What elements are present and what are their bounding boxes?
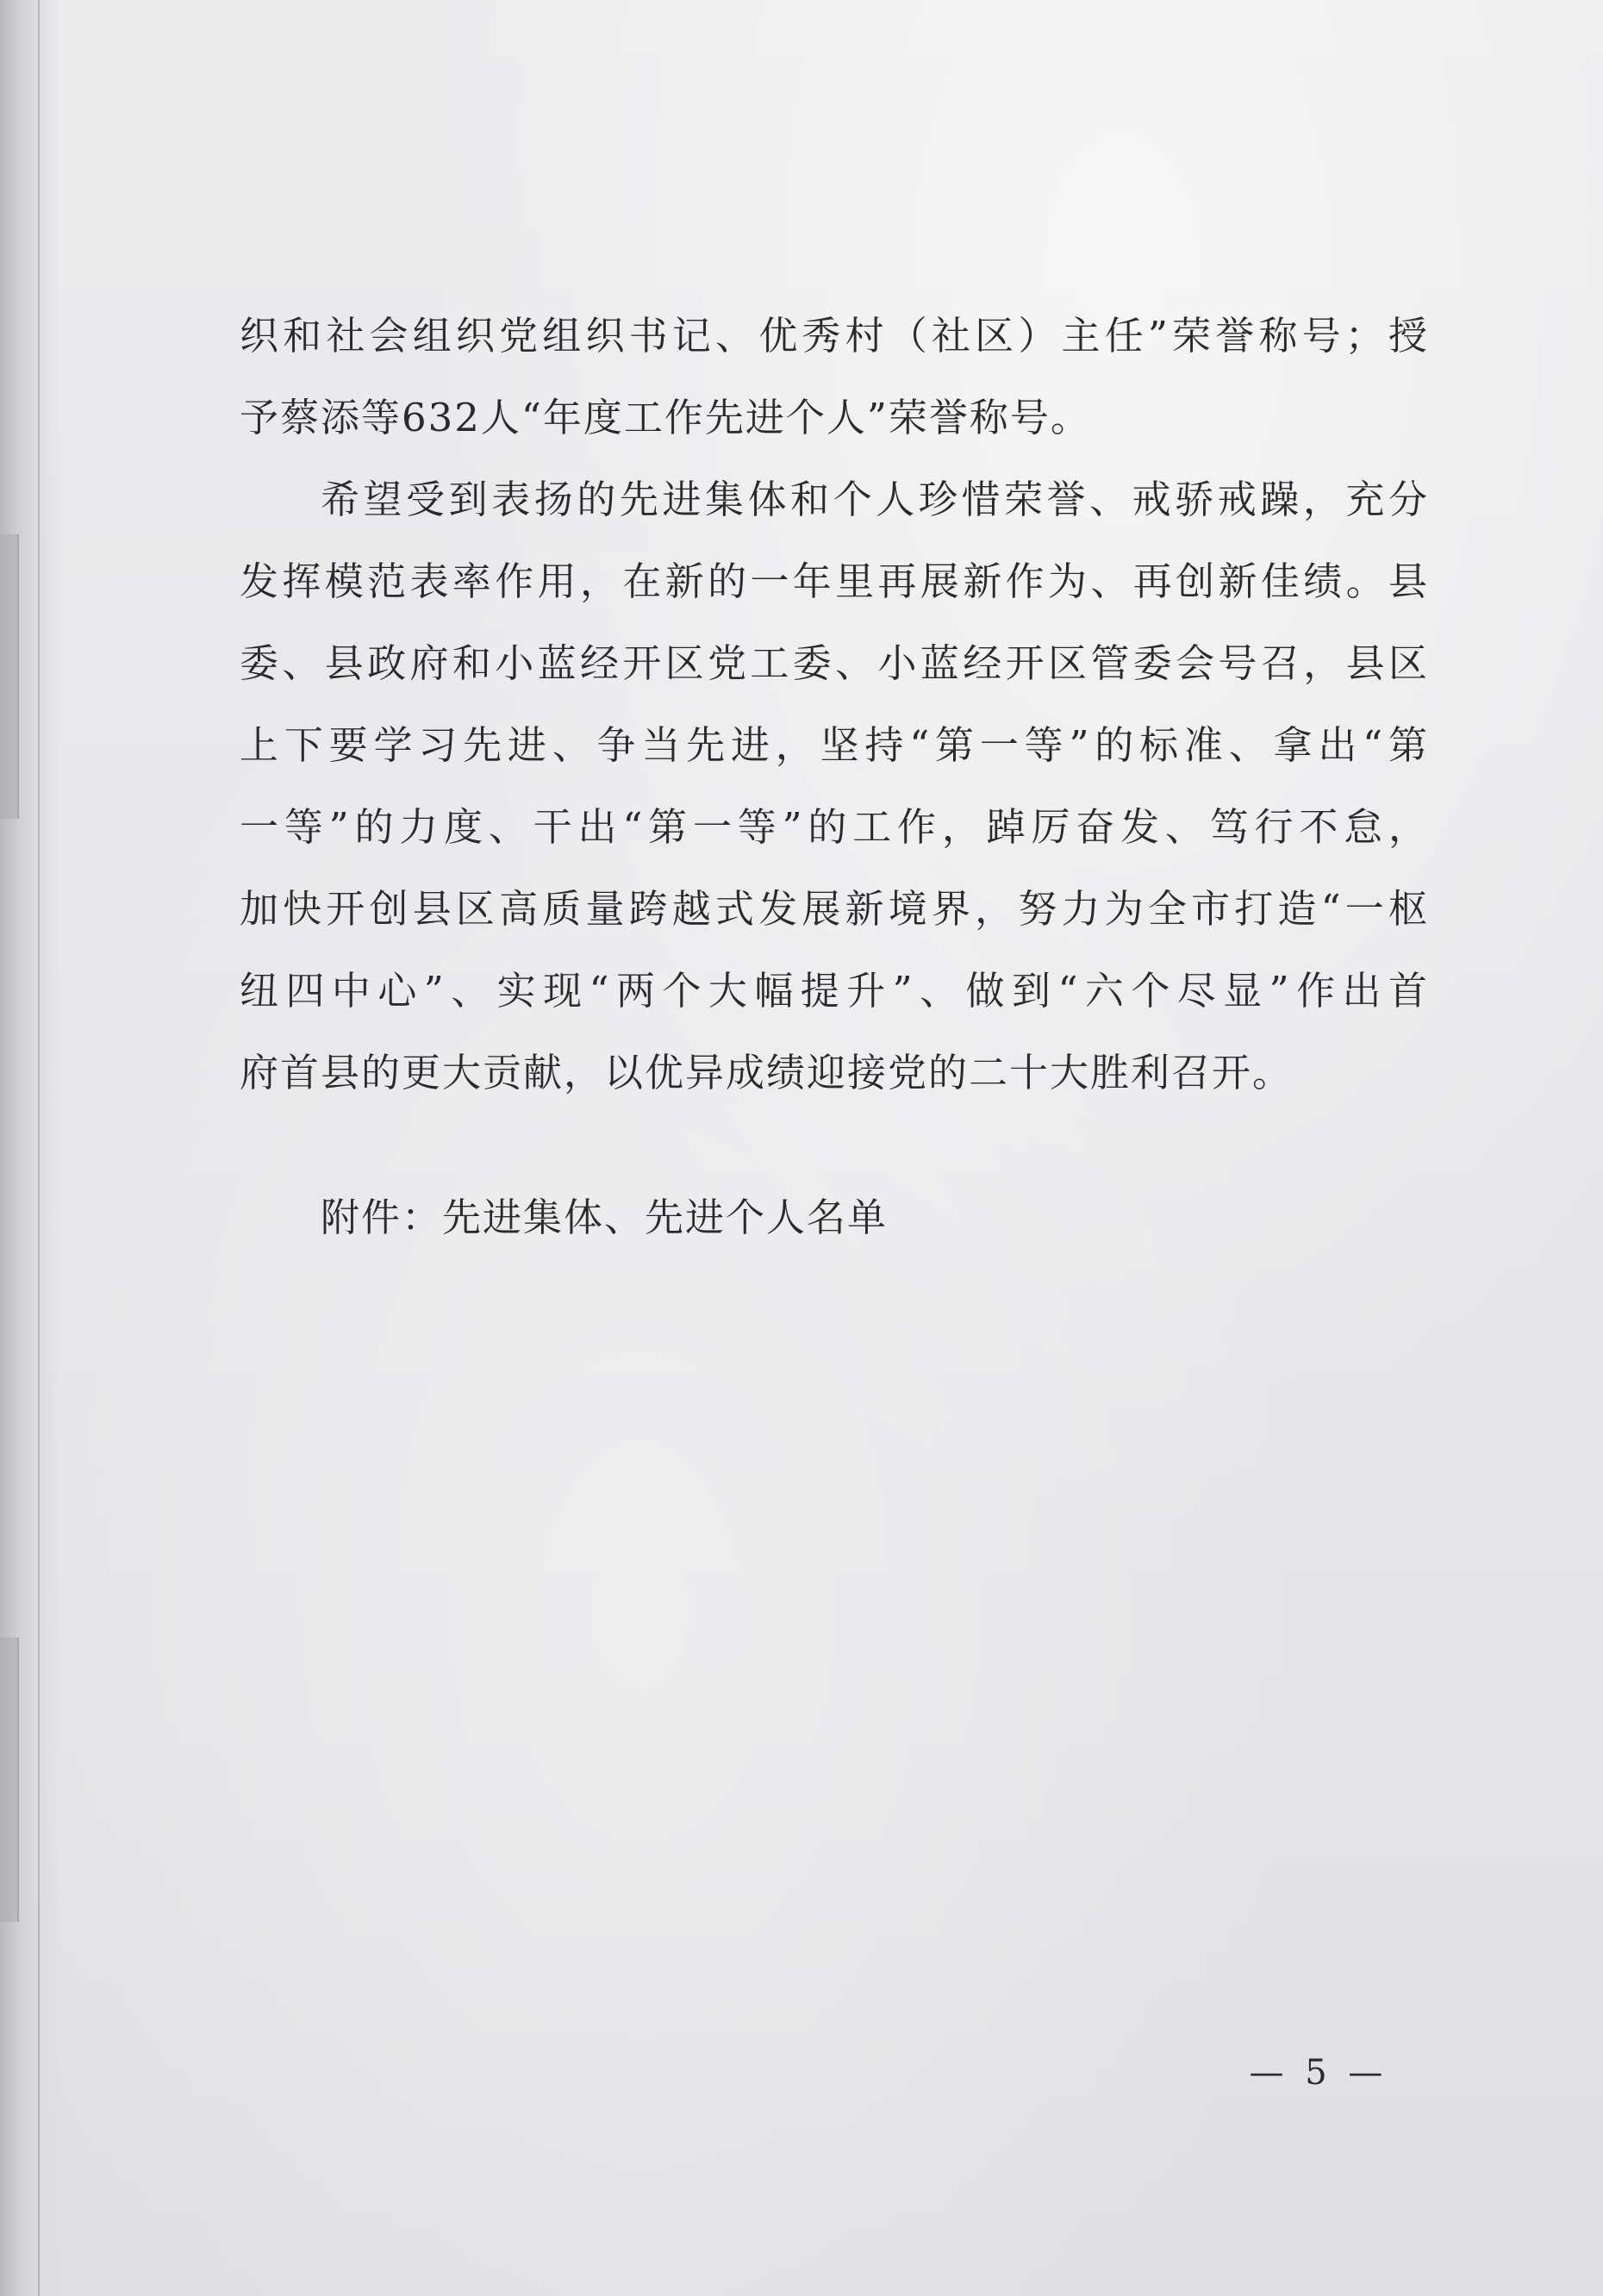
binding-edge	[0, 0, 60, 2296]
paragraph-line: 予蔡添等632人“年度工作先进个人”荣誉称号。	[240, 395, 1091, 440]
paragraph-line: 发挥模范表率作用，在新的一年里再展新作为、再创新佳绩。县	[240, 558, 1429, 604]
page-number: — 5 —	[1249, 2053, 1388, 2093]
paragraph-line: 织和社会组织党组织书记、优秀村（社区）主任”荣誉称号；授	[240, 313, 1429, 359]
binding-notch	[0, 534, 19, 819]
paragraph-line: 一等”的力度、干出“第一等”的工作，踔厉奋发、笃行不怠，	[240, 804, 1429, 850]
binding-line	[38, 0, 40, 2296]
paragraph-line: 委、县政府和小蓝经开区党工委、小蓝经开区管委会号召，县区	[240, 640, 1429, 686]
paragraph-line: 纽四中心”、实现“两个大幅提升”、做到“六个尽显”作出首	[240, 968, 1429, 1014]
paragraph-line: 希望受到表扬的先进集体和个人珍惜荣誉、戒骄戒躁，充分	[321, 477, 1429, 522]
paragraph-line: 加快开创县区高质量跨越式发展新境界，努力为全市打造“一枢	[240, 886, 1429, 932]
paragraph-line: 府首县的更大贡献，以优异成绩迎接党的二十大胜利召开。	[240, 1050, 1294, 1095]
paragraph-line: 上下要学习先进、争当先进，坚持“第一等”的标准、拿出“第	[240, 722, 1429, 768]
body-text	[240, 295, 1429, 1114]
attachment-note: 附件：先进集体、先进个人名单	[321, 1195, 889, 1240]
binding-notch	[0, 1638, 19, 1922]
